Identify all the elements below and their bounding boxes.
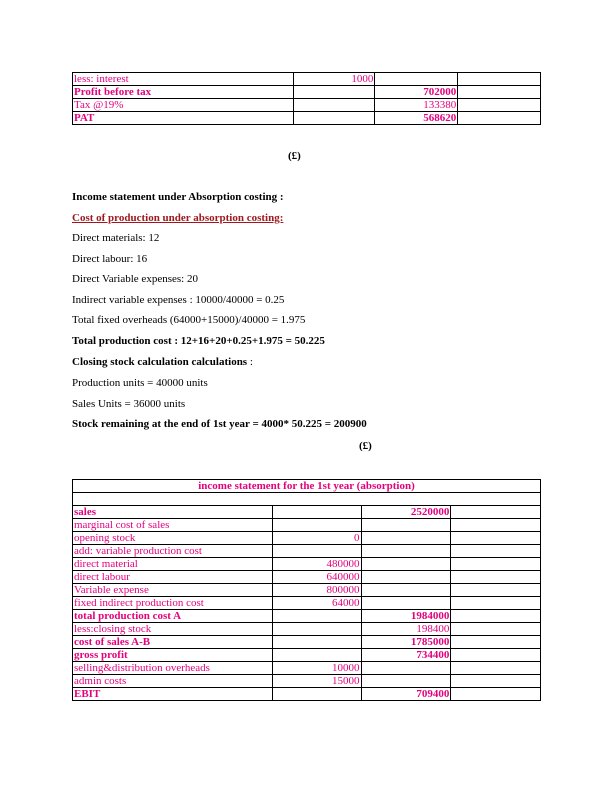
- empty-cell: [451, 688, 541, 701]
- income-blank-row: [73, 493, 541, 506]
- value-cell: 64000: [272, 597, 361, 610]
- cost-line: Direct materials: 12: [72, 232, 160, 244]
- value-cell: 133380: [375, 99, 458, 112]
- table-row: [73, 519, 541, 532]
- value-cell: [361, 519, 451, 532]
- value-cell: [272, 623, 361, 636]
- cost-line: Direct Variable expenses: 20: [72, 273, 198, 286]
- table-row: [73, 506, 541, 519]
- table-row: [73, 545, 541, 558]
- table-row: [73, 597, 541, 610]
- row-label: opening stock: [73, 532, 273, 545]
- value-cell: [361, 584, 451, 597]
- currency-label-2: (£): [359, 440, 372, 452]
- value-cell: [361, 545, 451, 558]
- value-cell: 568620: [375, 112, 458, 125]
- value-cell: [458, 86, 541, 99]
- value-cell: 198400: [361, 623, 451, 636]
- value-cell: [361, 571, 451, 584]
- value-cell: 800000: [272, 584, 361, 597]
- row-label: selling&distribution overheads: [73, 662, 273, 675]
- row-label: Profit before tax: [73, 86, 294, 99]
- empty-cell: [451, 571, 541, 584]
- value-cell: 15000: [272, 675, 361, 688]
- row-label: gross profit: [73, 649, 273, 662]
- table-row: [73, 662, 541, 675]
- empty-cell: [451, 558, 541, 571]
- table-row: [73, 73, 541, 86]
- absorption-heading: Income statement under Absorption costing :: [72, 191, 284, 203]
- value-cell: 1000: [293, 73, 375, 86]
- table-row: [73, 636, 541, 649]
- value-cell: [272, 636, 361, 649]
- table-row: [73, 112, 541, 125]
- value-cell: [458, 73, 541, 86]
- value-cell: [293, 99, 375, 112]
- value-cell: [361, 675, 451, 688]
- value-cell: [272, 519, 361, 532]
- row-label: fixed indirect production cost: [73, 597, 273, 610]
- income-statement-table: [72, 479, 541, 701]
- value-cell: 10000: [272, 662, 361, 675]
- empty-cell: [451, 636, 541, 649]
- empty-cell: [451, 623, 541, 636]
- row-label: Variable expense: [73, 584, 273, 597]
- cost-line: Indirect variable expenses : 10000/40000 = 0.25: [72, 293, 285, 306]
- row-label: admin costs: [73, 675, 273, 688]
- table-row: [73, 610, 541, 623]
- table-row: [73, 571, 541, 584]
- table-row: [73, 623, 541, 636]
- value-cell: [272, 506, 361, 519]
- cost-line: Direct labour: 16: [72, 252, 148, 265]
- cost-line: Total fixed overheads (64000+15000)/40000 = 1.975: [72, 314, 306, 327]
- closing-stock-suffix: :: [247, 356, 253, 368]
- closing-stock-heading-text: Closing stock calculation calculations: [72, 356, 248, 368]
- table-row: [73, 649, 541, 662]
- absorption-subheading: Cost of production under absorption costing:: [72, 212, 284, 224]
- value-cell: 734400: [361, 649, 451, 662]
- empty-cell: [451, 584, 541, 597]
- table-row: [73, 688, 541, 701]
- row-label: Tax @19%: [73, 99, 294, 112]
- row-label: less: interest: [73, 73, 294, 86]
- currency-label-1: (£): [288, 150, 301, 162]
- value-cell: [361, 558, 451, 571]
- empty-cell: [451, 649, 541, 662]
- empty-cell: [451, 662, 541, 675]
- row-label: PAT: [73, 112, 294, 125]
- value-cell: [375, 73, 458, 86]
- table-row: [73, 584, 541, 597]
- value-cell: [361, 597, 451, 610]
- value-cell: [458, 112, 541, 125]
- empty-cell: [451, 506, 541, 519]
- value-cell: 0: [272, 532, 361, 545]
- empty-cell: [451, 545, 541, 558]
- value-cell: [272, 545, 361, 558]
- row-label: direct labour: [73, 571, 273, 584]
- value-cell: [272, 610, 361, 623]
- value-cell: 1785000: [361, 636, 451, 649]
- income-title-row: [73, 480, 541, 493]
- row-label: total production cost A: [73, 610, 273, 623]
- row-label: cost of sales A-B: [73, 636, 273, 649]
- empty-cell: [451, 675, 541, 688]
- value-cell: 1984000: [361, 610, 451, 623]
- value-cell: 480000: [272, 558, 361, 571]
- row-label: sales: [73, 506, 273, 519]
- table-row: [73, 532, 541, 545]
- value-cell: 709400: [361, 688, 451, 701]
- table-row: [73, 675, 541, 688]
- value-cell: [361, 532, 451, 545]
- value-cell: [272, 688, 361, 701]
- empty-cell: [451, 610, 541, 623]
- profit-table: [72, 72, 541, 125]
- value-cell: 702000: [375, 86, 458, 99]
- value-cell: [361, 662, 451, 675]
- row-label: direct material: [73, 558, 273, 571]
- closing-stock-heading: [72, 356, 253, 369]
- row-label: EBIT: [73, 688, 273, 701]
- row-label: less:closing stock: [73, 623, 273, 636]
- value-cell: 2520000: [361, 506, 451, 519]
- value-cell: [272, 649, 361, 662]
- row-label: add: variable production cost: [73, 545, 273, 558]
- empty-cell: [451, 532, 541, 545]
- value-cell: 640000: [272, 571, 361, 584]
- value-cell: [293, 86, 375, 99]
- sales-units: Sales Units = 36000 units: [72, 398, 186, 410]
- table-row: [73, 86, 541, 99]
- income-table-title: income statement for the 1st year (absorption): [73, 480, 541, 493]
- total-production-cost: Total production cost : 12+16+20+0.25+1.975 = 50.225: [72, 335, 325, 347]
- blank-cell: [73, 493, 541, 506]
- value-cell: [293, 112, 375, 125]
- value-cell: [458, 99, 541, 112]
- empty-cell: [451, 597, 541, 610]
- table-row: [73, 558, 541, 571]
- table-row: [73, 99, 541, 112]
- production-units: Production units = 40000 units: [72, 377, 208, 389]
- empty-cell: [451, 519, 541, 532]
- row-label: marginal cost of sales: [73, 519, 273, 532]
- stock-remaining: Stock remaining at the end of 1st year = 4000* 50.225 = 200900: [72, 418, 367, 430]
